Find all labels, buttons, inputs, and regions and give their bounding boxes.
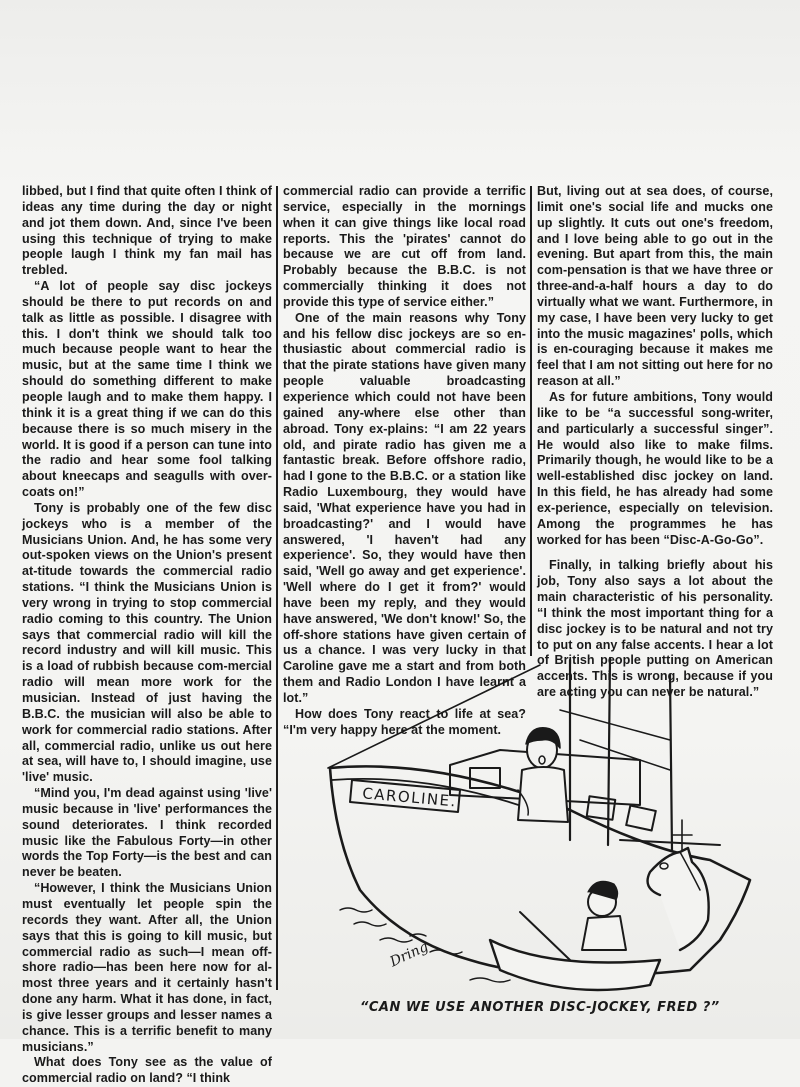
paragraph: “Mind you, I'm dead against using 'live' music because in 'live' performances the sound deteriorates. I think recorded music like the Fabulous Forty—in other words the Top Forty—is the best and can never be beaten. xyxy=(22,786,272,880)
article-column-3 xyxy=(537,184,773,701)
paragraph: commercial radio can provide a terrific service, especially in the mornings when it can give things like local road reports. This the 'pirates' cannot do because we are cut off from land. Probably because the B.B.C. is not commercially thinking it does not provide this type of service either.” xyxy=(283,184,526,309)
cartoon-illustration xyxy=(320,640,800,1010)
ship-name: CAROLINE. xyxy=(361,784,458,811)
paragraph: Finally, in talking briefly about his job, Tony also says a lot about the main characteristic of his personality. “I think the most important thing for a disc jockey is to be natural and not try to put on any false accents. I hear a lot of British people putting on American accents. This is wrong, because if you are acting you can never be natural.” xyxy=(537,558,773,700)
column-divider xyxy=(530,186,532,656)
mast xyxy=(608,658,610,845)
paragraph: What does Tony see as the value of commercial radio on land? “I think xyxy=(22,1055,272,1086)
article-column-1 xyxy=(22,184,272,1087)
paragraph: Tony is probably one of the few disc jockeys who is a member of the Musicians Union. And, he has some very out-spoken views on the Union's present at-titude towards the commercial radio stations. “I think the Musicians Union is very wrong in trying to stop commercial radio coming to this country. The Union says that commercial radio will kill the record industry and will kill music. This is a load of rubbish because com-mercial radio will mean more work for the musician. Instead of just having the B.B.C. the musician will also be able to work for commercial radio stations. After all, commercial radio, unlike us out here at sea, will have to, I should imagine, use 'live' music. xyxy=(22,500,272,785)
paragraph: “However, I think the Musicians Union must eventually let people spin the records they want. After all, the Union says that this is going to kill music, but commercial radio as such—I mean off-shore radio—has been here now for al-most three years and it certainly hasn't done any harm. What it has done, in fact, is give lesser groups and lesser names a chance. This is a terrific benefit to many musicians.” xyxy=(22,881,272,1054)
paragraph: “A lot of people say disc jockeys should be there to put records on and talk as little as possible. I disagree with this. I don't think we should talk too much because people want to hear the music, but at the same time I think we should do something different to make people laugh and to make them happy. I think it is a great thing if we can do this because there is so much misery in the world. It is good if a person can tune into the radio and hear some fool talking about kneecaps and seagulls with over-coats on!” xyxy=(22,279,272,500)
rowing-boat xyxy=(490,940,660,990)
paragraph: But, living out at sea does, of course, limit one's social life and mucks one up slightly. It cuts out one's freedom, and I love being able to go out in the evening. But apart from this, the main com-pensation is that we have three or three-and-a-half hours a day to do virtually what we want. Furthermore, in my case, I have been very lucky to get into the music magazines' polls, which is en-couraging because it makes me feel that I am not sitting out here for no reason at all.” xyxy=(537,184,773,389)
paragraph: As for future ambitions, Tony would like to be “a successful song-writer, and particularly a successful singer”. He would also like to make films. Primarily though, he would like to be a well-established disc jockey on land. In this field, he has already had some ex-perience, especially on television. Among the programmes he has worked for has been “Disc-A-Go-Go”. xyxy=(537,389,773,547)
paragraph: How does Tony react to life at sea? “I'm very happy here at the moment. xyxy=(283,706,526,737)
horse-figure xyxy=(648,848,709,950)
mast xyxy=(670,675,672,850)
artist-signature: Dring xyxy=(387,938,431,971)
paragraph: One of the main reasons why Tony and his fellow disc jockeys are so en-thusiastic about commercial radio is that the pirate stations have given many people valuable broadcasting experience which could not have been gained any-where else other than abroad. Tony ex-plains: “I am 22 years old, and pirate radio has given me a fantastic break. Before offshore radio, had I gone to the B.B.C. or a station like Radio Luxembourg, they would have said, 'What experience have you had in broadcasting?' and I would have answered, 'I haven't had any experience'. So, they would have then said, 'Well go away and get experience'. 'Well where do I get it from?' would have been my reply, and they would have answered, 'We don't know!' So, the off-shore stations have given certain of us a chance. I was very lucky in that Caroline gave me a start and from both them and Radio London I have learnt a lot.” xyxy=(283,310,526,705)
paragraph: libbed, but I find that quite often I think of ideas any time during the day or night and jot them down. And, since I've been using this technique of trying to make people laugh I think my fan mail has trebled. xyxy=(22,184,272,278)
column-divider xyxy=(276,186,278,990)
cartoon-caption: “CAN WE USE ANOTHER DISC-JOCKEY, FRED ?” xyxy=(360,1000,720,1015)
